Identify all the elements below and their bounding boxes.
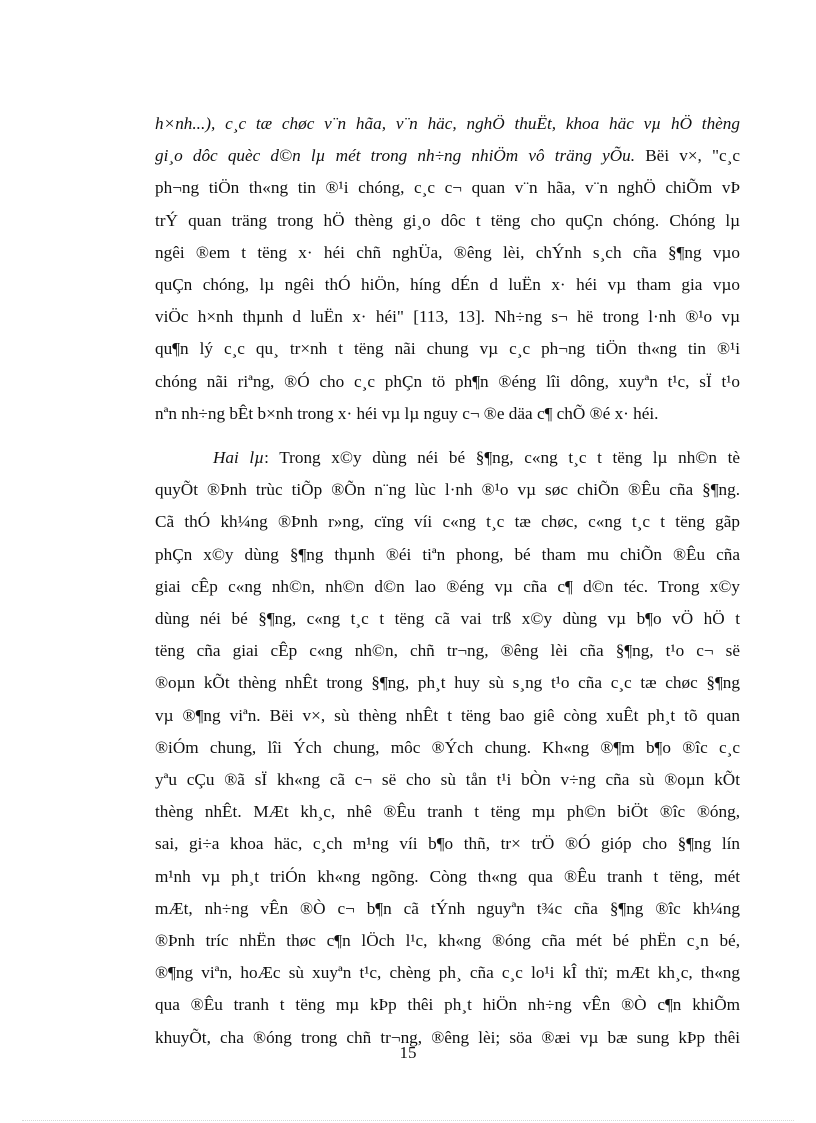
- text-segment: phÇn x©y dùng §¶ng thµnh ®éi tiªn phong, bé tham mu chiÕn ®Êu cña: [155, 544, 740, 564]
- text-line: [155, 333, 740, 365]
- text-segment: vµ ®¶ng viªn. Bëi v×, sù thèng nhÊt t tëng bao giê còng xuÊt ph¸t tõ quan: [155, 705, 740, 725]
- text-line: [155, 506, 740, 538]
- text-segment: chóng nãi riªng, ®Ó cho c¸c phÇn tö ph¶n ®éng lîi dông, xuyªn t¹c, sÏ t¹o: [155, 371, 740, 391]
- italic-text: h×nh...), c¸c tæ chøc v¨n hãa, v¨n häc, nghÖ thuËt, khoa häc vµ hÖ thèng: [155, 114, 740, 133]
- text-segment: m¹nh vµ ph¸t triÓn kh«ng ngõng. Còng th«ng qua ®Êu tranh t tëng, mét: [155, 866, 740, 886]
- text-segment: trÝ quan träng trong hÖ thèng gi¸o dôc t tëng cho quÇn chóng. Chóng lµ: [155, 210, 740, 230]
- text-line: [155, 571, 740, 603]
- italic-text: Hai lµ: [213, 448, 265, 468]
- text-line: [155, 108, 740, 140]
- text-segment: qu¶n lý c¸c qu¸ tr×nh t tëng nãi chung vµ c¸c ph¬ng tiÖn th«ng tin ®¹i: [155, 339, 740, 359]
- text-line: [155, 366, 740, 398]
- text-line: [155, 398, 740, 430]
- text-segment: quyÕt ®Þnh trùc tiÕp ®Õn n¨ng lùc l·nh ®¹o vµ søc chiÕn ®Êu cña §¶ng.: [155, 480, 740, 500]
- text-segment: Bëi v×, "c¸c: [635, 146, 740, 166]
- text-segment: ®¶ng viªn, hoÆc sù xuyªn t¹c, chèng ph¸ cña c¸c lo¹i kÎ thï; mÆt kh¸c, th«ng: [155, 963, 740, 983]
- text-line: [155, 989, 740, 1021]
- text-segment: thèng nhÊt. MÆt kh¸c, nhê ®Êu tranh t tëng mµ ph©n biÖt ®îc ®óng,: [155, 802, 740, 822]
- text-segment: ®oµn kÕt thèng nhÊt trong §¶ng, ph¸t huy sù s¸ng t¹o cña c¸c tæ chøc §¶ng: [155, 673, 740, 693]
- text-segment: tëng cña giai cÊp c«ng nh©n, chñ tr¬ng, ®êng lèi cña §¶ng, t¹o c¬ së: [155, 641, 740, 661]
- text-segment: dùng néi bé §¶ng, c«ng t¸c t tëng cã vai trß x©y dùng vµ b¶o vÖ hÖ t: [155, 609, 740, 629]
- text-line: [155, 893, 740, 925]
- text-segment: : Trong x©y dùng néi bé §¶ng, c«ng t¸c t tëng lµ nh©n tè: [264, 448, 740, 468]
- text-line: [155, 539, 740, 571]
- text-line: [155, 667, 740, 699]
- text-segment: ngêi ®em t tëng x· héi chñ nghÜa, ®êng lèi, chÝnh s¸ch cña §¶ng vµo: [155, 242, 740, 262]
- italic-text: gi¸o dôc quèc d©n lµ mét trong nh÷ng nhiÖm vô träng yÕu.: [155, 146, 636, 166]
- text-segment: sai, gi÷a khoa häc, c¸ch m¹ng víi b¶o thñ, tr× trÖ ®Ó gióp cho §¶ng lín: [155, 834, 740, 854]
- text-segment: nªn nh÷ng bÊt b×nh trong x· héi vµ lµ nguy c¬ ®e däa c¶ chÕ ®é x· héi.: [155, 403, 659, 423]
- text-segment: giai cÊp c«ng nh©n, nh©n d©n lao ®éng vµ cña c¶ d©n téc. Trong x©y: [155, 576, 740, 596]
- text-line: [155, 635, 740, 667]
- text-line: [155, 269, 740, 301]
- text-line: [155, 474, 740, 506]
- text-segment: yªu cÇu ®ã sÏ kh«ng cã c¬ së cho sù tån t¹i bÒn v÷ng cña sù ®oµn kÕt: [155, 770, 740, 790]
- paragraph-gap: [155, 430, 740, 442]
- text-line: [155, 172, 740, 204]
- text-segment: khuyÕt, cha ®óng trong chñ tr¬ng, ®êng lèi; söa ®æi vµ bæ sung kÞp thêi: [155, 1027, 740, 1047]
- text-line: [155, 764, 740, 796]
- text-line: [155, 301, 740, 333]
- text-line: [155, 861, 740, 893]
- text-line: [155, 828, 740, 860]
- paragraph-1: [155, 108, 740, 430]
- page-bottom-rule: [22, 1120, 794, 1121]
- text-segment: ph¬ng tiÖn th«ng tin ®¹i chóng, c¸c c¬ quan v¨n hãa, v¨n nghÖ chiÕm vÞ: [155, 178, 740, 198]
- text-segment: ®Þnh tríc nhËn thøc c¶n lÖch l¹c, kh«ng ®óng cña mét bé phËn c¸n bé,: [155, 931, 740, 951]
- text-line: [155, 140, 740, 172]
- text-line: [155, 796, 740, 828]
- body-text: [155, 108, 740, 1054]
- text-segment: viÖc h×nh thµnh d luËn x· héi" [113, 13]. Nh÷ng s¬ hë trong l·nh ®¹o vµ: [155, 307, 740, 327]
- text-line: [155, 700, 740, 732]
- text-line: [155, 957, 740, 989]
- text-segment: qua ®Êu tranh t tëng mµ kÞp thêi ph¸t hiÖn nh÷ng vÊn ®Ò c¶n khiÕm: [155, 995, 740, 1015]
- text-line: [155, 205, 740, 237]
- paragraph-2: [155, 442, 740, 1054]
- text-segment: ®iÓm chung, lîi Ých chung, môc ®Ých chung. Kh«ng ®¶m b¶o ®îc c¸c: [155, 737, 740, 757]
- text-segment: quÇn chóng, lµ ngêi thÓ hiÖn, híng dÉn d luËn x· héi vµ tham gia vµo: [155, 275, 740, 295]
- page-number: 15: [399, 1043, 417, 1062]
- text-line: [155, 603, 740, 635]
- text-line: [155, 237, 740, 269]
- text-line: [155, 925, 740, 957]
- text-segment: Cã thÓ kh¼ng ®Þnh r»ng, cïng víi c«ng t¸c tæ chøc, c«ng t¸c t tëng gãp: [155, 512, 740, 532]
- text-segment: mÆt, nh÷ng vÊn ®Ò c¬ b¶n cã tÝnh nguyªn t¾c cña §¶ng ®îc kh¼ng: [155, 898, 740, 918]
- text-line: [155, 442, 740, 474]
- text-line: [155, 732, 740, 764]
